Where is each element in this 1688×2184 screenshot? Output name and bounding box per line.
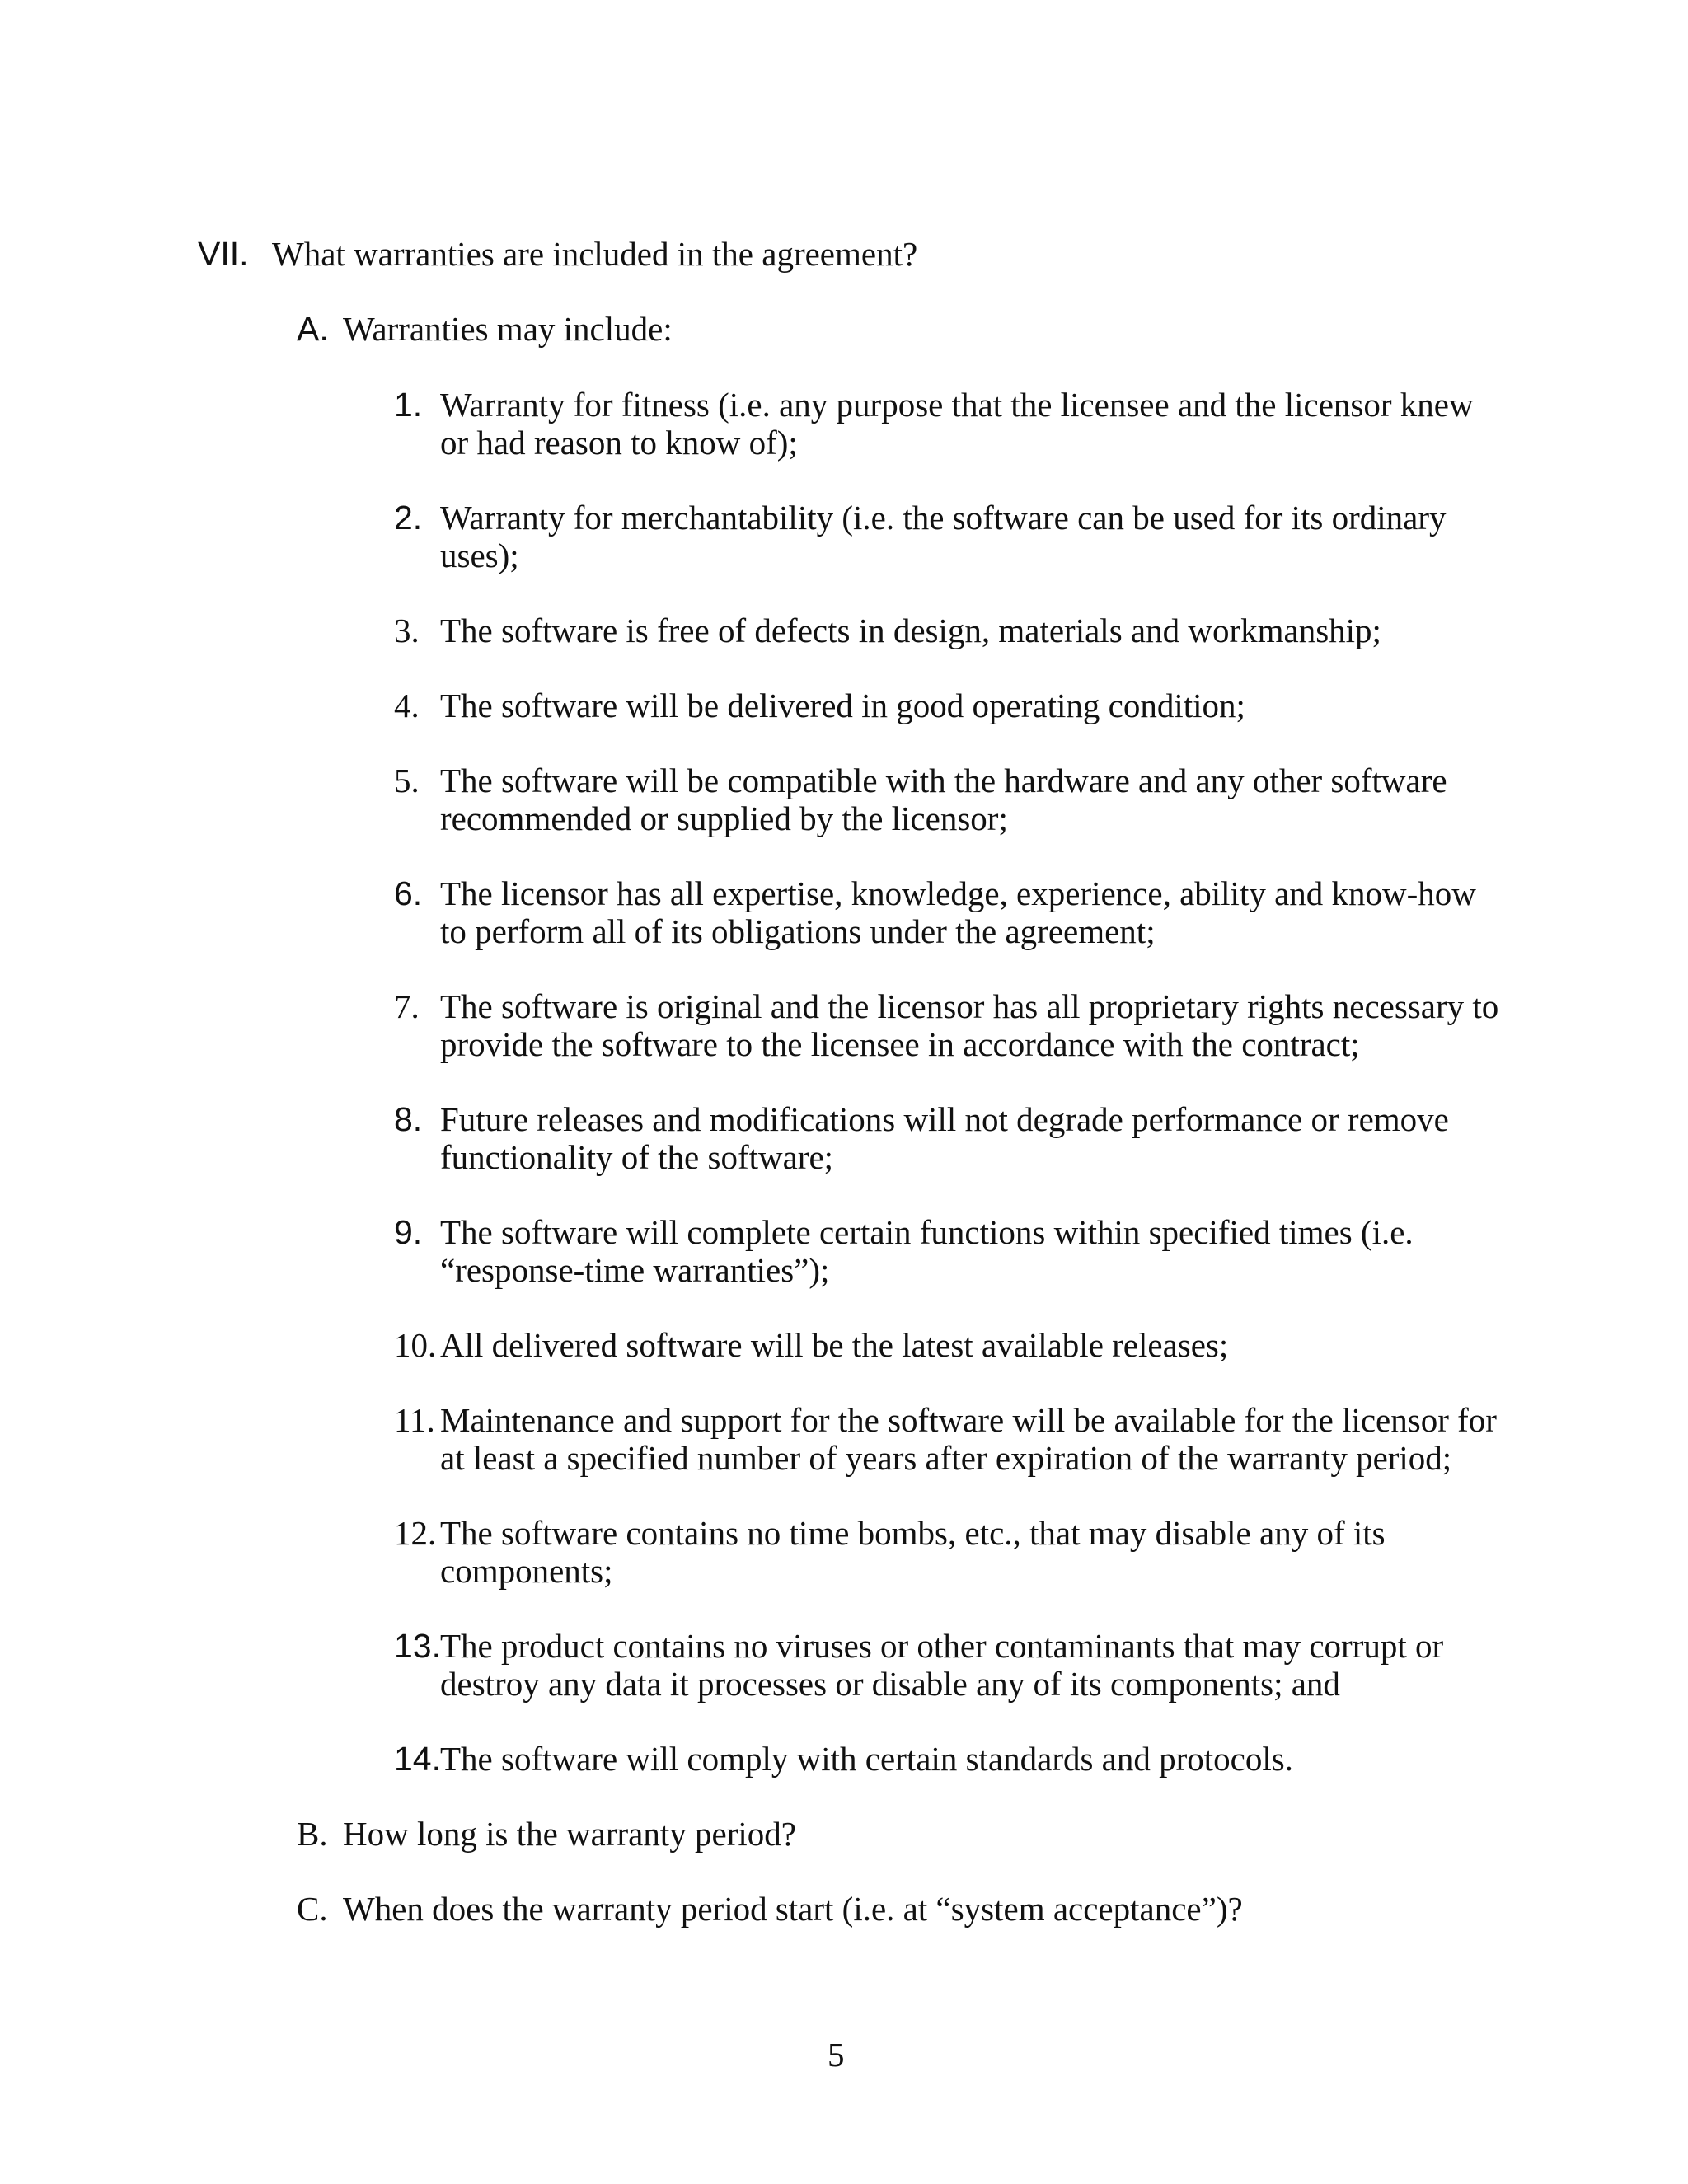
list-item-text: The licensor has all expertise, knowledge, experience, ability and know-how <box>440 874 1476 912</box>
list-item-text: or had reason to know of); <box>440 424 798 462</box>
section-marker: VII. <box>198 235 249 273</box>
list-item-text: at least a specified number of years after expiration of the warranty period; <box>440 1439 1452 1477</box>
subsection-text-a: Warranties may include: <box>343 310 673 348</box>
list-item-text: The product contains no viruses or other contaminants that may corrupt or <box>440 1627 1444 1665</box>
list-item-text: The software is free of defects in design, materials and workmanship; <box>440 612 1381 649</box>
list-item-text: functionality of the software; <box>440 1138 834 1176</box>
list-item-text: provide the software to the licensee in accordance with the contract; <box>440 1025 1360 1063</box>
list-item-number: 12. <box>394 1514 437 1552</box>
list-item-number: 13. <box>394 1627 441 1665</box>
subsection-marker-a: A. <box>297 310 329 348</box>
list-item-text: components; <box>440 1552 613 1590</box>
page-number: 5 <box>828 2036 845 2074</box>
list-item-number: 5. <box>394 762 420 799</box>
list-item-text: The software contains no time bombs, etc., that may disable any of its <box>440 1514 1386 1552</box>
subsection-text-b: How long is the warranty period? <box>343 1815 796 1853</box>
list-item-text: The software will comply with certain standards and protocols. <box>440 1740 1293 1778</box>
list-item-text: Future releases and modifications will not degrade performance or remove <box>440 1100 1449 1138</box>
list-item-text: Maintenance and support for the software will be available for the licensor for <box>440 1401 1497 1439</box>
list-item-text: The software is original and the licensor has all proprietary rights necessary to <box>440 987 1499 1025</box>
list-item-text: The software will complete certain functions within specified times (i.e. <box>440 1213 1414 1251</box>
list-item-text: “response-time warranties”); <box>440 1251 830 1289</box>
list-item-number: 8. <box>394 1100 423 1138</box>
list-item-number: 11. <box>394 1401 435 1439</box>
subsection-marker-b: B. <box>297 1815 328 1853</box>
list-item-text: to perform all of its obligations under the agreement; <box>440 912 1156 950</box>
list-item-number: 1. <box>394 386 423 424</box>
list-item-text: The software will be compatible with the hardware and any other software <box>440 762 1447 799</box>
list-item-number: 3. <box>394 612 420 649</box>
list-item-text: recommended or supplied by the licensor; <box>440 799 1008 837</box>
list-item-text: Warranty for merchantability (i.e. the software can be used for its ordinary <box>440 499 1447 537</box>
list-item-text: All delivered software will be the latest available releases; <box>440 1326 1229 1364</box>
subsection-text-c: When does the warranty period start (i.e. at “system acceptance”)? <box>343 1890 1243 1928</box>
list-item-number: 10. <box>394 1326 437 1364</box>
section-heading: What warranties are included in the agreement? <box>272 235 918 273</box>
list-item-number: 4. <box>394 687 420 724</box>
list-item-text: destroy any data it processes or disable any of its components; and <box>440 1665 1340 1703</box>
list-item-number: 9. <box>394 1213 423 1251</box>
list-item-number: 6. <box>394 874 423 912</box>
list-item-number: 14. <box>394 1740 441 1778</box>
subsection-marker-c: C. <box>297 1890 328 1928</box>
list-item-text: uses); <box>440 537 519 574</box>
list-item-number: 2. <box>394 499 423 537</box>
list-item-number: 7. <box>394 987 420 1025</box>
list-item-text: Warranty for fitness (i.e. any purpose that the licensee and the licensor knew <box>440 386 1474 424</box>
list-item-text: The software will be delivered in good operating condition; <box>440 687 1245 724</box>
